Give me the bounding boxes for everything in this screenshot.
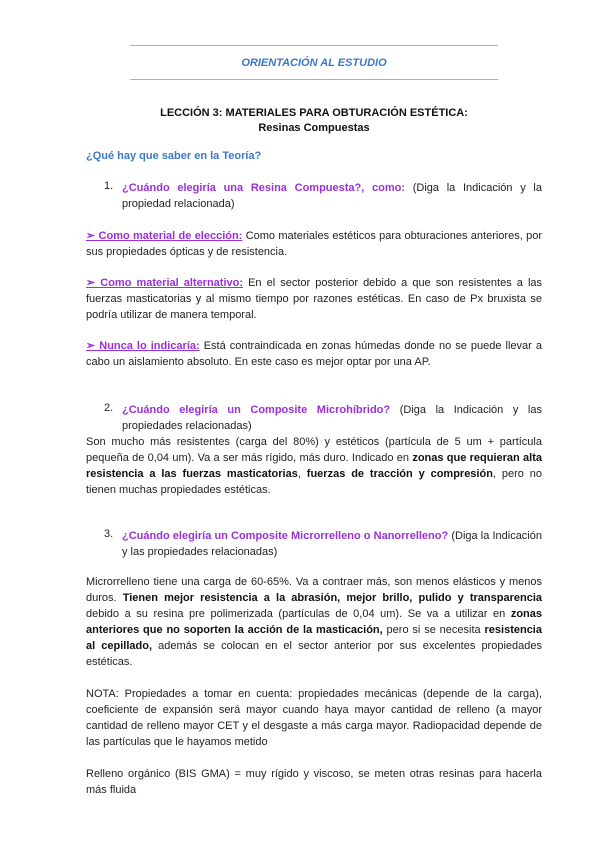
q2-paragraph <box>86 434 542 498</box>
alternative-paragraph <box>86 275 542 323</box>
q2-bold-forces: fuerzas de tracción y compresión <box>306 468 493 480</box>
never-label: ➢ Nunca lo indicaría: <box>86 340 200 352</box>
alternative-text: En el sector posterior debido a que son resistentes a las fuerzas masticatorias y al mismo tiempo por razones estéticas. En caso de Px bruxista se podría utilizar de manera temporal. <box>86 277 542 321</box>
alternative-label: ➢ Como material alternativo: <box>86 277 244 289</box>
q3-number: 3. <box>104 528 114 540</box>
q3-rest: (Diga la Indicación y las propiedades relacionadas) <box>122 530 542 558</box>
header-rule-top <box>130 45 498 46</box>
q2-question: ¿Cuándo elegiría un Composite Microhíbrido? <box>122 404 391 416</box>
q2-text-a: Son mucho más resistentes (carga del 80%) y estéticos (partícula de 5 um + partícula pequeña de 0,04 um). Va a ser más rígido, más duro. Indicado en <box>86 436 542 464</box>
never-text: Está contraindicada en zonas húmedas donde no se puede llevar a cabo un aislamiento absoluto. En este caso es mejor optar por una AP. <box>86 340 542 368</box>
lesson-title-line2: Resinas Compuestas <box>258 122 370 134</box>
lesson-title <box>86 106 542 136</box>
q2-number: 2. <box>104 402 114 414</box>
header-rule-bottom <box>130 79 498 80</box>
lesson-title-line1: LECCIÓN 3: MATERIALES PARA OBTURACIÓN ESTÉTICA: <box>160 107 468 119</box>
choice-text: Como materiales estéticos para obturaciones anteriores, por sus propiedades ópticas y de resistencia. <box>86 230 542 258</box>
q1-item <box>122 180 542 212</box>
q2-bold-zones: zonas que requieran alta resistencia a las fuerzas masticatorias <box>86 452 542 480</box>
q3-text-g: además se colocan en el sector anterior por sus excelentes propiedades estéticas. <box>86 640 542 668</box>
q3-question: ¿Cuándo elegiría un Composite Microrrelleno o Nanorrelleno? <box>122 530 449 542</box>
note-paragraph: NOTA: Propiedades a tomar en cuenta: propiedades mecánicas (depende de la carga), coeficiente de expansión será mayor cuando haya mayor cantidad de relleno (a mayor cantidad de relleno mayor CET y el desgaste a más carga mayor. Radiopacidad depende de las partículas que le hayamos metido <box>86 688 542 748</box>
q1-number: 1. <box>104 180 114 192</box>
q2-rest: (Diga la Indicación y las propiedades relacionadas) <box>122 404 542 432</box>
header-title: ORIENTACIÓN AL ESTUDIO <box>241 57 387 69</box>
q3-text-a: Microrrelleno tiene una carga de 60-65%. Va a contraer más, son menos elásticos y menos duros. <box>86 576 542 604</box>
q3-text-e: pero si se necesita <box>382 624 485 636</box>
q1-rest: (Diga la Indicación y la propiedad relacionada) <box>122 182 542 210</box>
q1-question: ¿Cuándo elegiría una Resina Compuesta?, como: <box>122 182 406 194</box>
never-paragraph <box>86 338 542 370</box>
q3-item <box>122 528 542 560</box>
organic-filler-paragraph: Relleno orgánico (BIS GMA) = muy rígido y viscoso, se meten otras resinas para hacerla más fluida <box>86 768 542 796</box>
choice-label: ➢ Como material de elección: <box>86 230 243 242</box>
q2-text-e: , pero no tienen muchas propiedades estéticas. <box>86 468 542 496</box>
q2-item <box>122 402 542 434</box>
q3-bold-resistance: Tienen mejor resistencia a la abrasión, mejor brillo, pulido y transparencia <box>122 592 542 604</box>
q2-text-c: , <box>297 468 307 480</box>
theory-question: ¿Qué hay que saber en la Teoría? <box>86 150 262 162</box>
choice-paragraph <box>86 228 542 260</box>
q3-bold-zones: zonas anteriores que no soporten la acción de la masticación, <box>86 608 542 636</box>
q3-bold-brushing: resistencia al cepillado, <box>86 624 542 652</box>
q3-paragraph <box>86 574 542 670</box>
q3-text-c: debido a su resina pre polimerizada (partículas de 0,04 um). Se va a utilizar en <box>86 608 511 620</box>
